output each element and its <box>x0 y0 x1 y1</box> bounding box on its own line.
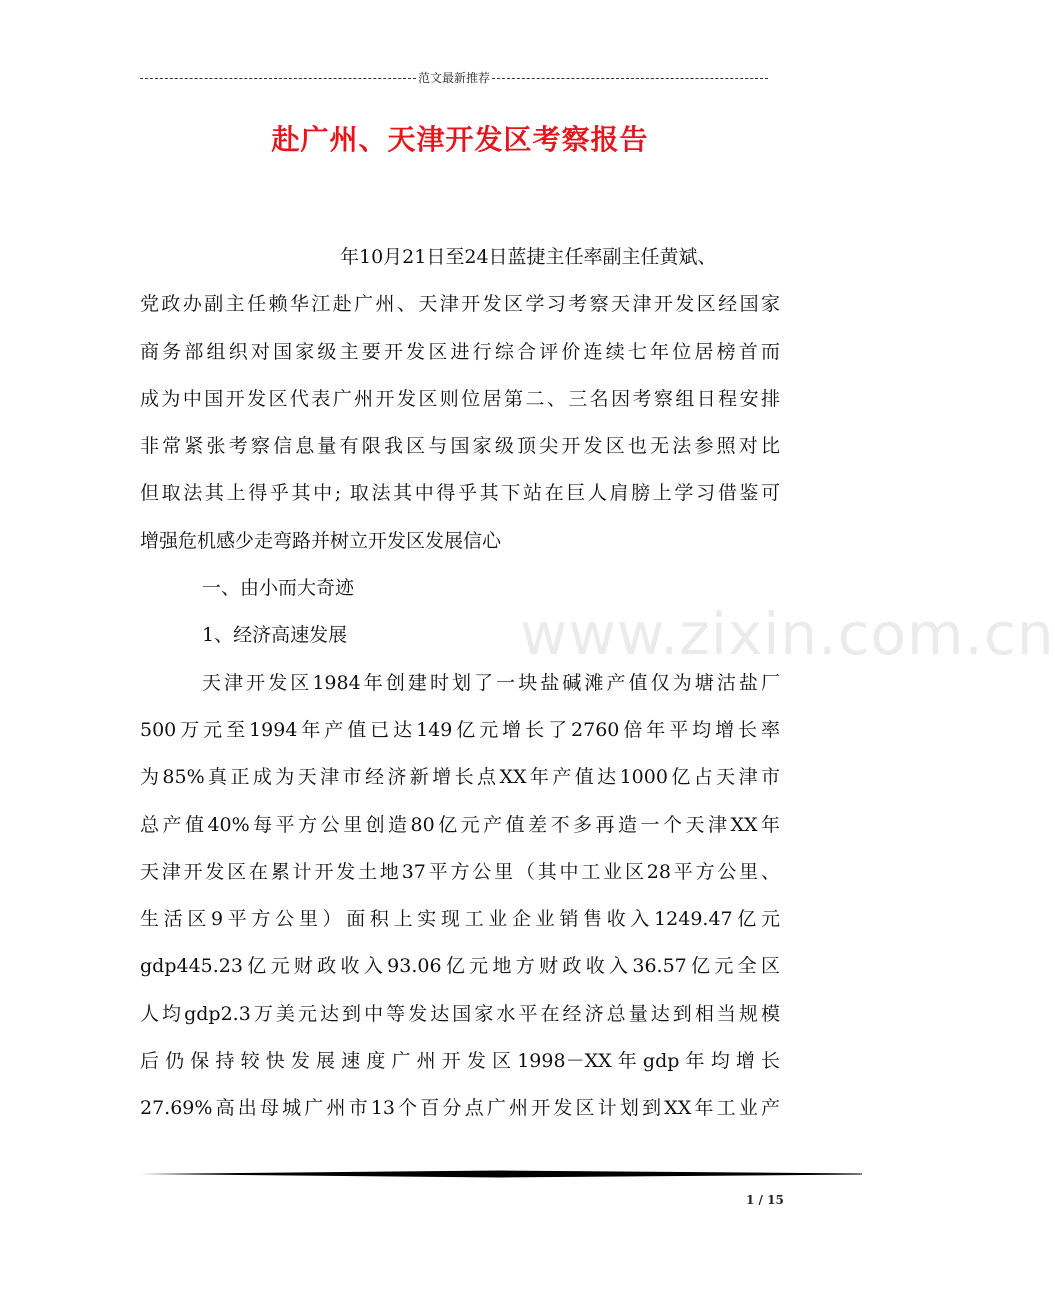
watermark-text: www.zixin.com.cn <box>520 600 1055 668</box>
header-dash-left <box>140 78 416 79</box>
paragraph-line: 年10月21日至24日蓝捷主任率副主任黄斌、 <box>340 246 717 268</box>
paragraph-line: 天津开发区在累计开发土地37平方公里（其中工业区28平方公里、 <box>140 860 780 883</box>
paragraph-line: 非常紧张考察信息量有限我区与国家级顶尖开发区也无法参照对比 <box>140 435 780 458</box>
paragraph-line: 为85%真正成为天津市经济新增长点XX年产值达1000亿占天津市 <box>140 766 780 789</box>
paragraph-line: 但取法其上得乎其中; 取法其中得乎其下站在巨人肩膀上学习借鉴可 <box>140 482 780 505</box>
paragraph-line: 生活区9平方公里）面积上实现工业企业销售收入1249.47亿元 <box>140 908 780 931</box>
document-title: 赴广州、天津开发区考察报告 <box>271 123 649 156</box>
page-number: 1 / 15 <box>746 1193 784 1207</box>
paragraph-line: 增强危机感少走弯路并树立开发区发展信心 <box>140 529 502 552</box>
paragraph-line: 人均gdp2.3万美元达到中等发达国家水平在经济总量达到相当规模 <box>140 1002 780 1025</box>
paragraph-line: 商务部组织对国家级主要开发区进行综合评价连续七年位居榜首而 <box>140 340 780 363</box>
paragraph-line: 27.69%高出母城广州市13个百分点广州开发区计划到XX年工业产 <box>140 1097 780 1120</box>
paragraph-line: 天津开发区1984年创建时划了一块盐碱滩产值仅为塘沽盐厂 <box>202 671 780 694</box>
header-label: 范文最新推荐 <box>418 70 491 85</box>
section-heading: 一、由小而大奇迹 <box>202 577 355 600</box>
paragraph-line: gdp445.23亿元财政收入93.06亿元地方财政收入36.57亿元全区 <box>140 955 780 978</box>
paragraph-line: 成为中国开发区代表广州开发区则位居第二、三名因考察组日程安排 <box>140 387 780 410</box>
subsection-heading: 1、经济高速发展 <box>202 624 348 647</box>
header-dash-right <box>492 78 768 79</box>
footer-rule <box>140 1170 862 1178</box>
document-body <box>140 234 780 1133</box>
paragraph-line: 500万元至1994年产值已达149亿元增长了2760倍年平均增长率 <box>140 718 780 741</box>
paragraph-line: 党政办副主任赖华江赴广州、天津开发区学习考察天津开发区经国家 <box>140 293 780 316</box>
page-header <box>140 68 768 86</box>
paragraph-line: 总产值40%每平方公里创造80亿元产值差不多再造一个天津XX年 <box>140 813 780 836</box>
paragraph-line: 后仍保持较快发展速度广州开发区1998－XX年gdp年均增长 <box>140 1050 780 1073</box>
